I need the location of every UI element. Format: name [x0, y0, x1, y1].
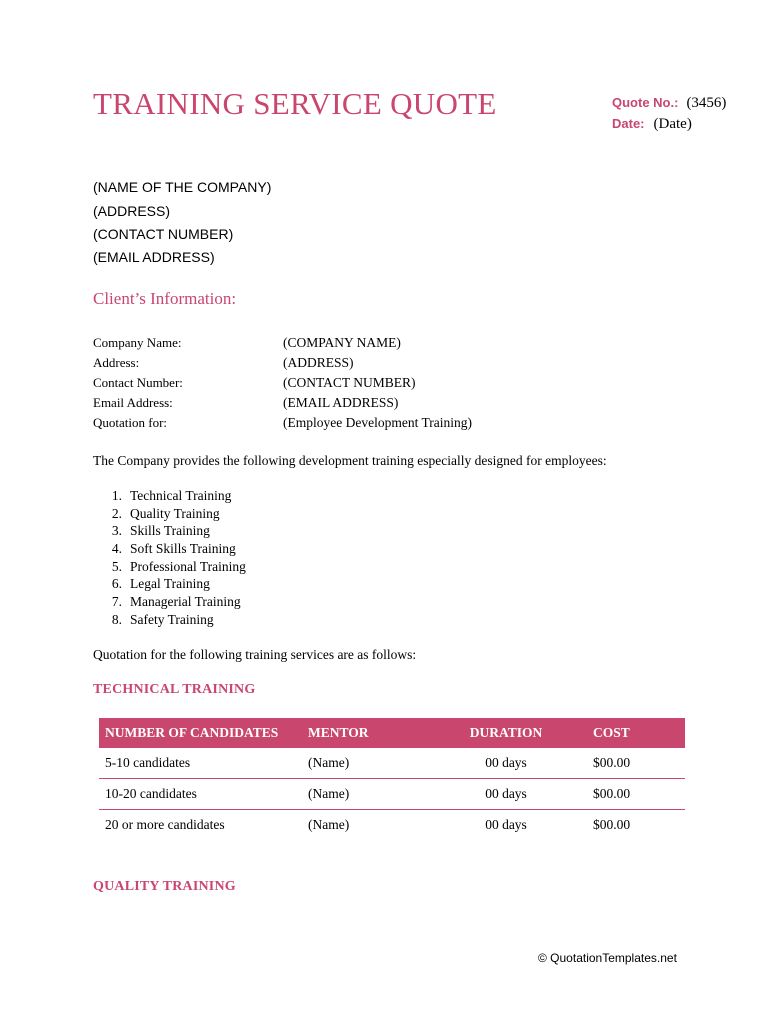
table-cell: 00 days — [441, 779, 571, 810]
client-field-value: (EMAIL ADDRESS) — [283, 395, 399, 410]
table-cell: (Name) — [302, 748, 441, 779]
table-row — [99, 779, 685, 810]
quotation-intro: Quotation for the following training services are as follows: — [93, 647, 417, 662]
list-item: 7. Managerial Training — [111, 594, 241, 610]
quote-number-label: Quote No.: — [612, 95, 679, 110]
client-info-heading: Client’s Information: — [93, 289, 237, 308]
company-email: (EMAIL ADDRESS) — [93, 249, 215, 265]
column-header: COST — [571, 718, 685, 748]
list-item: 4. Soft Skills Training — [111, 541, 236, 557]
client-field-value: (CONTACT NUMBER) — [283, 375, 416, 390]
client-field-value: (Employee Development Training) — [283, 415, 472, 430]
column-header: NUMBER OF CANDIDATES — [99, 718, 302, 748]
table-cell: 10-20 candidates — [99, 779, 302, 810]
quote-date — [612, 115, 692, 133]
list-item: 6. Legal Training — [111, 576, 210, 592]
table-cell: (Name) — [308, 817, 350, 832]
client-field-label: Contact Number: — [93, 375, 183, 390]
table-cell: (Name) — [302, 779, 441, 810]
company-contact: (CONTACT NUMBER) — [93, 226, 234, 242]
footer-copyright[interactable]: © QuotationTemplates.net — [538, 951, 677, 965]
table-cell: 20 or more candidates — [105, 817, 225, 832]
company-name: (NAME OF THE COMPANY) — [93, 179, 272, 195]
column-header: MENTOR — [302, 718, 441, 748]
date-value: (Date) — [653, 116, 692, 132]
technical-training-table — [99, 718, 685, 840]
quote-number-value: (3456) — [686, 95, 727, 111]
list-item: 2. Quality Training — [111, 505, 220, 521]
technical-training-heading: TECHNICAL TRAINING — [93, 682, 256, 697]
table-header-row — [99, 718, 685, 748]
client-field-label: Company Name: — [93, 335, 182, 350]
document-title: TRAINING SERVICE QUOTE — [93, 86, 497, 121]
client-field-label: Address: — [93, 355, 140, 370]
quality-training-heading: QUALITY TRAINING — [93, 879, 236, 894]
table-row — [99, 748, 685, 779]
table-cell: $00.00 — [571, 748, 685, 779]
client-field-value: (COMPANY NAME) — [283, 335, 401, 350]
table-cell: 00 days — [485, 817, 527, 832]
list-item: 5. Professional Training — [111, 558, 246, 574]
column-header: DURATION — [441, 718, 571, 748]
client-field-label: Quotation for: — [93, 415, 168, 430]
table-cell: 00 days — [441, 748, 571, 779]
table-row — [99, 810, 685, 841]
table-cell: 5-10 candidates — [99, 748, 302, 779]
intro-paragraph: The Company provides the following development training especially designed for employees: — [93, 453, 607, 468]
date-label: Date: — [612, 116, 645, 131]
client-field-value: (ADDRESS) — [283, 355, 354, 370]
table-cell: $00.00 — [593, 817, 631, 832]
training-list — [93, 487, 246, 629]
quote-number — [612, 94, 726, 112]
table-cell: $00.00 — [571, 779, 685, 810]
list-item: 3. Skills Training — [111, 523, 210, 539]
client-field-label: Email Address: — [93, 395, 173, 410]
list-item: 8. Safety Training — [111, 611, 214, 627]
list-item: 1. Technical Training — [111, 488, 232, 503]
company-address: (ADDRESS) — [93, 203, 171, 219]
